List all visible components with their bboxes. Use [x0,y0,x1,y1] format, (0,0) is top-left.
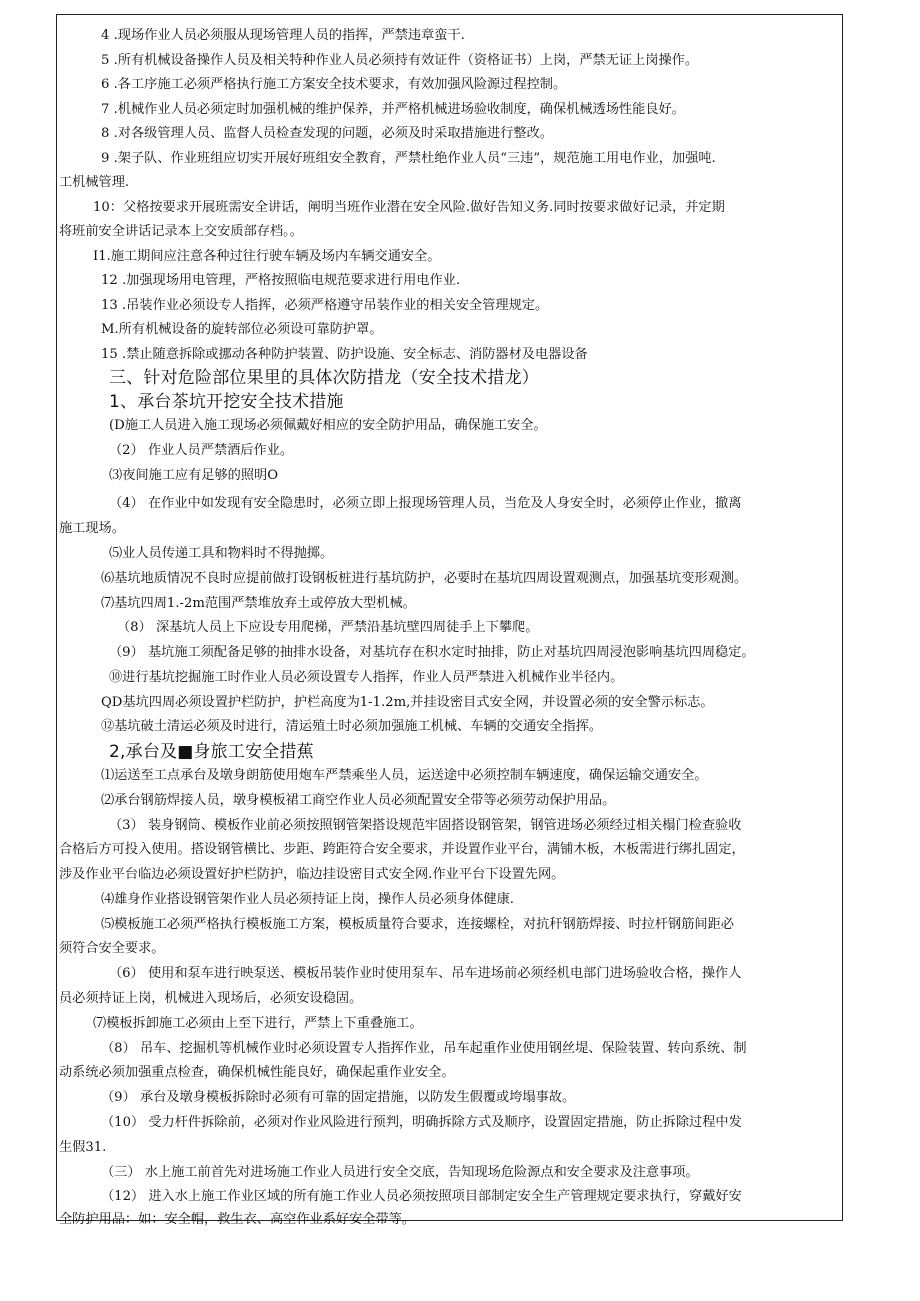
text-line: 5 .所有机械设备操作人员及相关特种作业人员必须持有效证件（资格证书）上岗，严禁无证上岗操作。 [101,53,699,68]
text-line: QD基坑四周必须设置护栏防护，护栏高度为1-1.2m,并挂设密目式安全网，并设置必须的安全警示标志。 [101,695,714,710]
document-frame [56,14,843,1227]
text-line: （8） 吊车、挖掘机等机械作业时必须设置专人指挥作业，吊车起重作业使用钢丝堤、保险装置、转向系统、制 [101,1041,747,1056]
text-line: ⑸业人员传递工具和物料时不得抛掷。 [109,546,334,561]
text-line: （2） 作业人员严禁酒后作业。 [109,443,294,458]
text-line: 6 .各工序施工必须严格执行施工方案安全技术要求，有效加强风险源过程控制。 [101,77,567,92]
section-heading: 三、针对危险部位果里的具体次防措龙（安全技术措龙） [109,368,539,388]
text-line: 涉及作业平台临边必须设置好护栏防护，临边挂设密目式安全网.作业平台下设置先网。 [59,867,565,882]
text-line: 合格后方可投入使用。搭设钢管横比、步距、跨距符合安全要求，并设置作业平台，满铺木板，木板需进行绑扎固定， [59,842,745,857]
text-line: （9） 承台及墩身模板拆除时必须有可靠的固定措施，以防发生假覆或垮塌事故。 [101,1090,576,1105]
text-line: ⑺基坑四周1.-2m范围严禁堆放弃土或停放大型机械。 [101,596,416,611]
text-line: I1.施工期间应注意各种过往行驶车辆及场内车辆交通安全。 [93,249,441,264]
text-line: 15 .禁止随意拆除或挪动各种防护装置、防护设施、安全标志、消防器材及电器设备 [101,347,588,362]
text-line: ⑶夜间施工应有足够的照明O [109,468,279,483]
text-line: 8 .对各级管理人员、监督人员检查发现的问题，必须及时采取措施进行整改。 [101,126,553,141]
text-line: ⑸模板施工必须严格执行模板施工方案，模板质量符合要求，连接螺栓，对抗秆钢筋焊接、时拉杆钢筋间距必 [101,917,734,932]
text-line: （9） 基坑施工须配备足够的抽排水设备，对基坑存在积水定时抽排，防止对基坑四周浸泡影响基坑四周稳定。 [109,645,755,660]
text-line: 员必须持证上岗，机械进入现场后，必须安设稳固。 [59,991,363,1006]
text-line: M.所有机械设备的旋转部位必须设可靠防护罩。 [101,322,383,337]
text-line: （8） 深基坑人员上下应设专用爬梯，严禁沿基坑壁四周徒手上下攀爬。 [117,620,539,635]
text-line: （6） 使用和泵车进行映泵送、模板吊装作业时使用泵车、吊车进场前必须经机电部门进场验收合格，操作人 [109,966,742,981]
text-line: 7 .机械作业人员必须定时加强机械的维护保养，并严格机械进场验收制度，确保机械透场性能良好。 [101,102,685,117]
text-line: 13 .吊装作业必须设专人指挥，必须严格遵守吊装作业的相关安全管理规定。 [101,298,549,313]
text-line: 9 .架子队、作业班组应切实开展好班组安全教育，严禁杜绝作业人员“三违”，规范施工用电作业，加强吨. [101,151,716,166]
text-line: 施工现场。 [59,521,125,536]
text-line: ⑵承台钢筋焊接人员，墩身模板裙工商空作业人员必须配置安全带等必须劳动保护用品。 [101,793,616,808]
text-line: 4 .现场作业人员必须服从现场管理人员的指挥，严禁违章蛮干. [101,28,465,43]
subsection-heading: 1、承台茶坑开挖安全技术措施 [109,392,344,412]
text-line: (D施工人员进入施工现场必须佩戴好相应的安全防护用品，确保施工安全。 [109,418,547,433]
text-line: 10：父格按要求开展班需安全讲话，阐明当班作业潜在安全风险.做好告知义务.同时按要求做好记录，并定期 [93,200,725,215]
text-line: ⑹基坑地质情况不良时应提前做打设钢板桩进行基坑防护，必要时在基坑四周设置观测点，加强基坑变形观测。 [101,571,748,586]
text-line: （12） 进入水上施工作业区域的所有施工作业人员必须按照项目部制定安全生产管理规定要求执行，穿戴好安 [101,1189,742,1204]
subsection-heading: 2,承台及■身旅工安全措蕉 [109,742,314,762]
text-line: 须符合安全要求。 [59,941,165,956]
text-line: 将班前安全讲话记录本上交安质部存档。。 [59,224,303,239]
text-line: （10） 受力杆件拆除前，必须对作业风险进行预判，明确拆除方式及顺序，设置固定措施，防止拆除过程中发 [101,1115,742,1130]
text-line: （三） 水上施工前首先对进场施工作业人员进行安全交底，告知现场危险源点和安全要求及注意事项。 [101,1165,699,1180]
text-line: ⑴运送至工点承台及墩身朗筋使用炮车严禁乘坐人员，运送途中必须控制车辆速度，确保运输交通安全。 [101,768,708,783]
text-line: 全防护用品：如：安全帽，救生衣、高空作业系好安全带等。 [59,1212,416,1227]
text-line: 动系统必须加强重点检查，确保机械性能良好，确保起重作业安全。 [59,1065,455,1080]
text-line: 工机械管理. [59,175,130,190]
text-line: ⑷雄身作业搭设钢管架作业人员必须持证上岗，操作人员必须身体健康. [101,892,515,907]
text-line: 生假31. [59,1140,107,1155]
text-line: （3） 装身钢筒、模板作业前必须按照钢管架搭设规范牢固搭设钢管架，钢管进场必须经过相关榻门检查验收 [109,818,742,833]
text-line: ⑺模板拆卸施工必须由上至下进行，严禁上下重叠施工。 [93,1016,423,1031]
text-line: ⑩进行基坑挖掘施工时作业人员必须设置专人指挥，作业人员严禁进入机械作业半径内。 [109,670,624,685]
text-line: （4） 在作业中如发现有安全隐患时，必须立即上报现场管理人员，当危及人身安全时，必须停止作业，撤离 [109,496,742,511]
text-line: ⑫基坑破土清运必须及时进行，清运殖土时必须加强施工机械、车辆的交通安全指挥。 [101,719,603,734]
text-line: 12 .加强现场用电管理，严格按照临电规范要求进行用电作业. [101,273,461,288]
